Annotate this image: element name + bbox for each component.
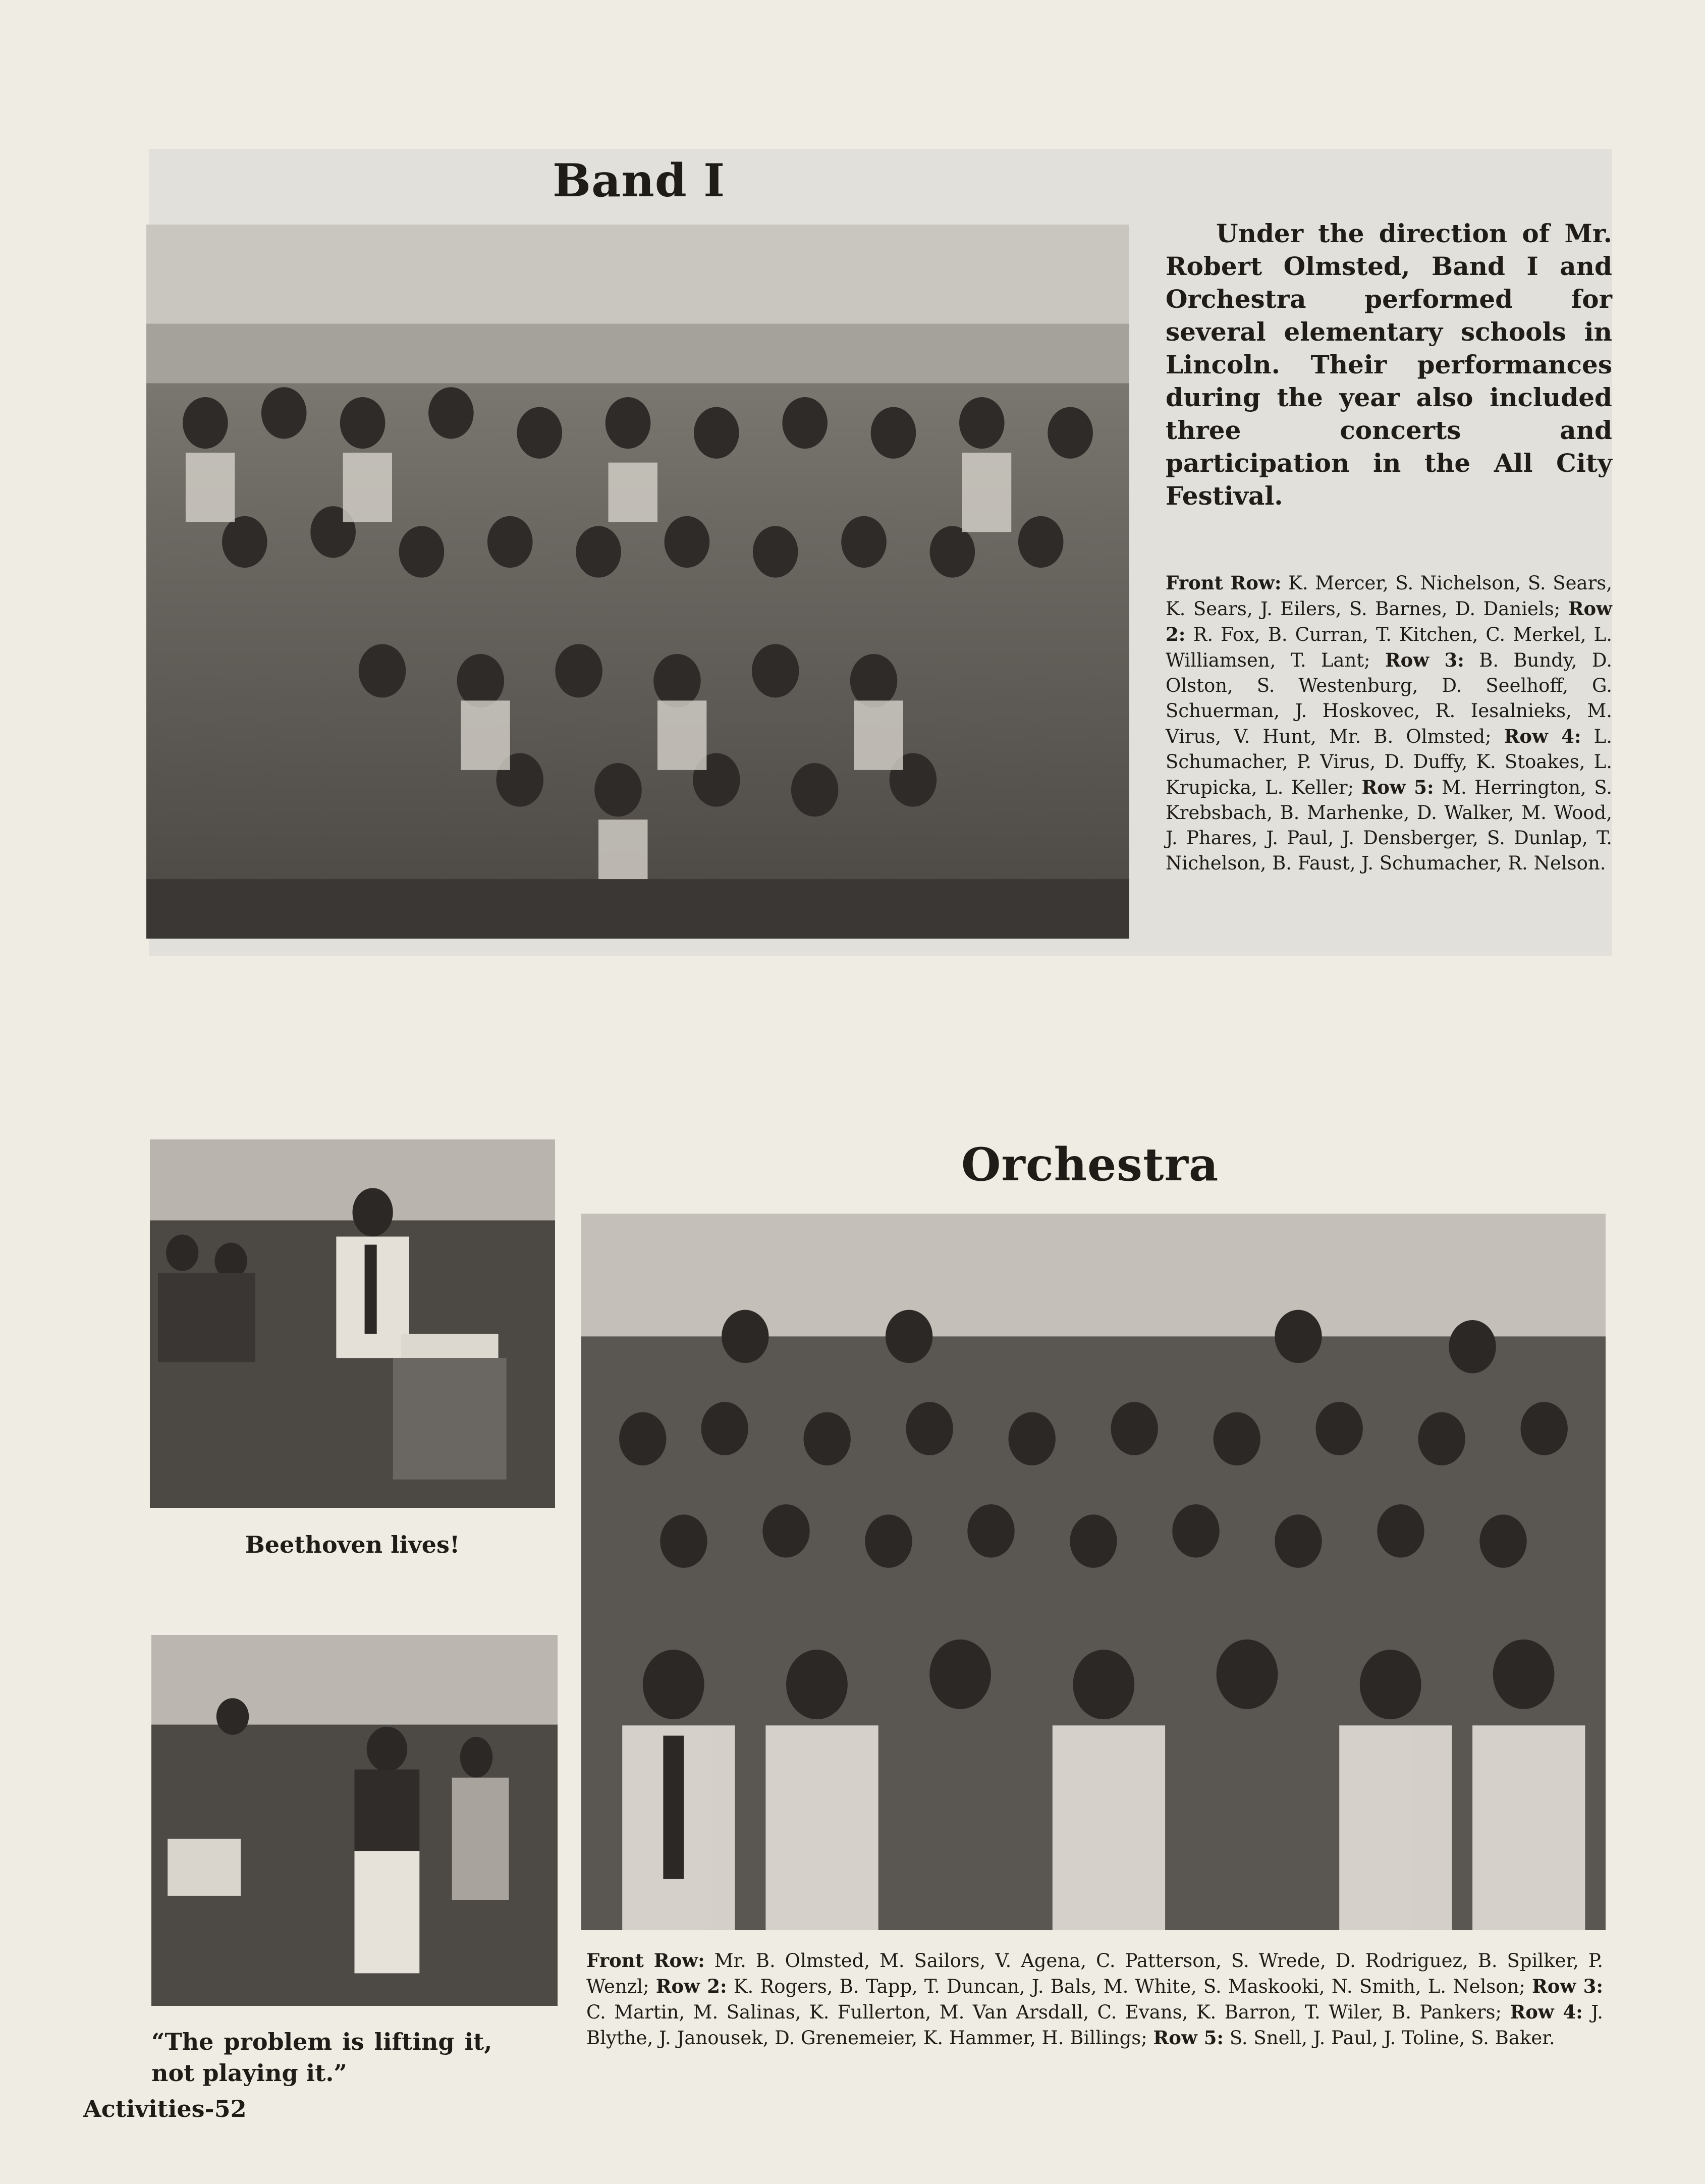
orchestra-roster-row5-label: Row 5:	[1153, 2027, 1224, 2049]
band-roster-row5-label: Row 5:	[1361, 776, 1434, 798]
rehearsal-caption-line1: “The problem is lifting it,	[151, 2028, 492, 2055]
orchestra-group-photo	[581, 1214, 1606, 1930]
band-roster-front-names: K. Mercer, S. Nichelson, S. Sears, K. Sears, J. Eilers, S. Barnes, D. Daniels;	[1166, 572, 1613, 620]
band-roster	[1166, 570, 1612, 876]
band-roster-front-label: Front Row:	[1166, 572, 1282, 594]
band-intro: Under the direction of Mr. Robert Olmsted, Band I and Orchestra performed for several elementary schools in Lincoln. Their performances during the year also included three concerts and participation in the All City Festival.	[1166, 219, 1612, 511]
rehearsal-photo	[151, 1635, 558, 2006]
orchestra-title: Orchestra	[961, 1138, 1219, 1191]
page-folio: Activities-52	[83, 2095, 247, 2122]
band-group-photo	[146, 225, 1129, 939]
band-roster-row4-names: L. Schumacher, P. Virus, D. Duffy, K. Stoakes, L. Krupicka, L. Keller;	[1166, 726, 1612, 798]
rehearsal-caption	[151, 2026, 565, 2089]
orchestra-roster-front-label: Front Row:	[586, 1949, 705, 1972]
orchestra-roster-row2-label: Row 2:	[655, 1975, 727, 1997]
orchestra-roster-row3-names: C. Martin, M. Salinas, K. Fullerton, M. Van Arsdall, C. Evans, K. Barron, T. Wiler, B. Pankers;	[586, 2001, 1502, 2023]
orchestra-roster-row4-names: J. Blythe, J. Janousek, D. Grenemeier, K. Hammer, H. Billings;	[586, 2001, 1603, 2049]
band-roster-row3-label: Row 3:	[1385, 649, 1464, 671]
conductor-photo	[150, 1139, 555, 1508]
conductor-caption: Beethoven lives!	[245, 1531, 460, 1558]
band-roster-row4-label: Row 4:	[1504, 725, 1581, 747]
orchestra-roster-front-names: Mr. B. Olmsted, M. Sailors, V. Agena, C. Patterson, S. Wrede, D. Rodriguez, B. Spilker, P. Wenzl;	[586, 1950, 1603, 1997]
band-roster-row5-names: M. Herrington, S. Krebsbach, B. Marhenke, D. Walker, M. Wood, J. Phares, J. Paul, J. Densberger, S. Dunlap, T. Nichelson, B. Faust, J. Schumacher, R. Nelson.	[1166, 777, 1612, 874]
orchestra-roster-row3-label: Row 3:	[1532, 1975, 1603, 1997]
orchestra-roster-row4-label: Row 4:	[1510, 2001, 1583, 2023]
band-roster-row3-names: B. Bundy, D. Olston, S. Westenburg, D. Seelhoff, G. Schuerman, J. Hoskovec, R. Iesalnieks, M. Virus, V. Hunt, Mr. B. Olmsted;	[1166, 649, 1612, 747]
band-roster-row2-label: Row 2:	[1166, 597, 1612, 645]
orchestra-roster	[586, 1948, 1603, 2051]
rehearsal-caption-line2: not playing it.”	[151, 2059, 347, 2087]
orchestra-roster-row5-names: S. Snell, J. Paul, J. Toline, S. Baker.	[1229, 2027, 1555, 2049]
band-title: Band I	[553, 154, 726, 207]
band-roster-row2-names: R. Fox, B. Curran, T. Kitchen, C. Merkel, L. Williamsen, T. Lant;	[1166, 624, 1613, 671]
orchestra-roster-row2-names: K. Rogers, B. Tapp, T. Duncan, J. Bals, M. White, S. Maskooki, N. Smith, L. Nelson;	[733, 1976, 1525, 1997]
